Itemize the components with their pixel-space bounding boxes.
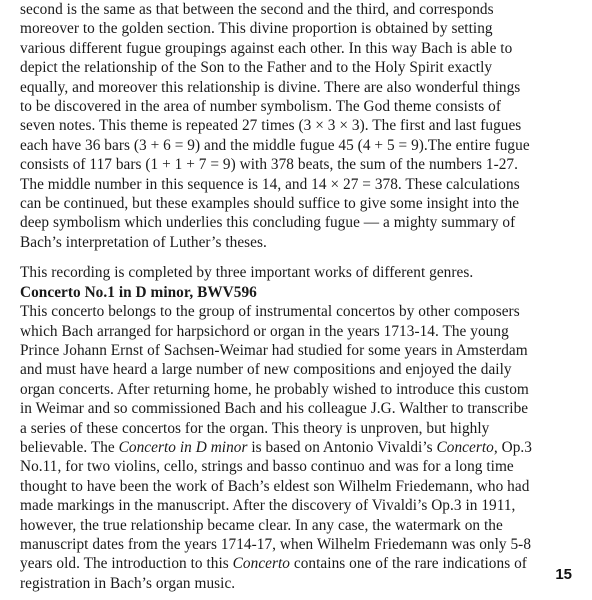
text-line: in Weimar and so commissioned Bach and his colleague J.G. Walther to transcribe [20,400,529,418]
text-line: a series of these concertos for the organ. This theory is unproven, but highly [20,419,490,437]
text-line: various different fugue groupings against each other. In this way Bach is able to [20,39,513,57]
text-line: equally, and moreover this relationship is divine. There are also wonderful things [20,78,521,96]
text-fragment: is based on Antonio Vivaldi’s [247,438,437,456]
section-concerto [20,283,575,594]
text-line: The middle number in this sequence is 14, and 14 × 27 = 378. These calculations [20,175,520,193]
text-line-with-italics [20,438,575,457]
text-line: consists of 117 bars (1 + 1 + 7 = 9) with 378 beats, the sum of the numbers 1-27. [20,156,518,174]
page-number: 15 [555,566,572,583]
text-line: manuscript dates from the years 1714-17, when Wilhelm Friedemann was only 5-8 [20,535,532,553]
text-fragment: years old. The introduction to this [20,555,233,573]
text-line: can be continued, but these examples should suffice to give some insight into the [20,195,520,213]
italic-title: Concerto [232,555,291,573]
text-line: registration in Bach’s organ music. [20,574,236,592]
text-line: thought to have been the work of Bach’s eldest son Wilhelm Friedemann, who had [20,477,530,495]
text-line: made markings in the manuscript. After the discovery of Vivaldi’s Op.3 in 1911, [20,497,516,515]
text-line: moreover to the golden section. This divine proportion is obtained by setting [20,20,493,38]
document-page [20,0,575,593]
text-line: depict the relationship of the Son to the Father and to the Holy Spirit exactly [20,59,493,77]
text-fragment: contains one of the rare indications of [290,555,527,573]
text-fragment: believable. The [20,438,119,456]
italic-title: Concerto in D minor [118,438,248,456]
text-fragment: Op.3 [497,438,532,456]
text-line: Prince Johann Ernst of Sachsen-Weimar had studied for some years in Amsterdam [20,341,528,359]
paragraph-spacer [20,252,575,263]
italic-title: Concerto, [436,438,498,456]
text-line: however, the true relationship became clear. In any case, the watermark on the [20,516,503,534]
text-line: to be discovered in the area of number symbolism. The God theme consists of [20,98,501,116]
paragraph-number-symbolism [20,0,575,252]
text-line: and must have heard a large number of new compositions and enjoyed the daily [20,361,512,379]
text-line: which Bach arranged for harpsichord or organ in the years 1713-14. The young [20,322,509,340]
text-line: No.11, for two violins, cello, strings and basso continuo and was for a long time [20,458,514,476]
text-line: This concerto belongs to the group of instrumental concertos by other composers [20,303,520,321]
section-heading: Concerto No.1 in D minor, BWV596 [20,283,257,301]
paragraph-intro-recording: This recording is completed by three important works of different genres. [20,264,474,282]
text-line: Bach’s interpretation of Luther’s theses. [20,233,267,251]
text-line: second is the same as that between the second and the third, and corresponds [20,1,494,18]
text-line: seven notes. This theme is repeated 27 times (3 × 3 × 3). The first and last fugues [20,117,522,135]
text-line-with-italics [20,554,575,573]
text-line: organ concerts. After returning home, he probably wished to introduce this custom [20,380,529,398]
text-line: deep symbolism which underlies this concluding fugue — a mighty summary of [20,214,516,232]
text-line: each have 36 bars (3 + 6 = 9) and the middle fugue 45 (4 + 5 = 9).The entire fugue [20,136,530,154]
